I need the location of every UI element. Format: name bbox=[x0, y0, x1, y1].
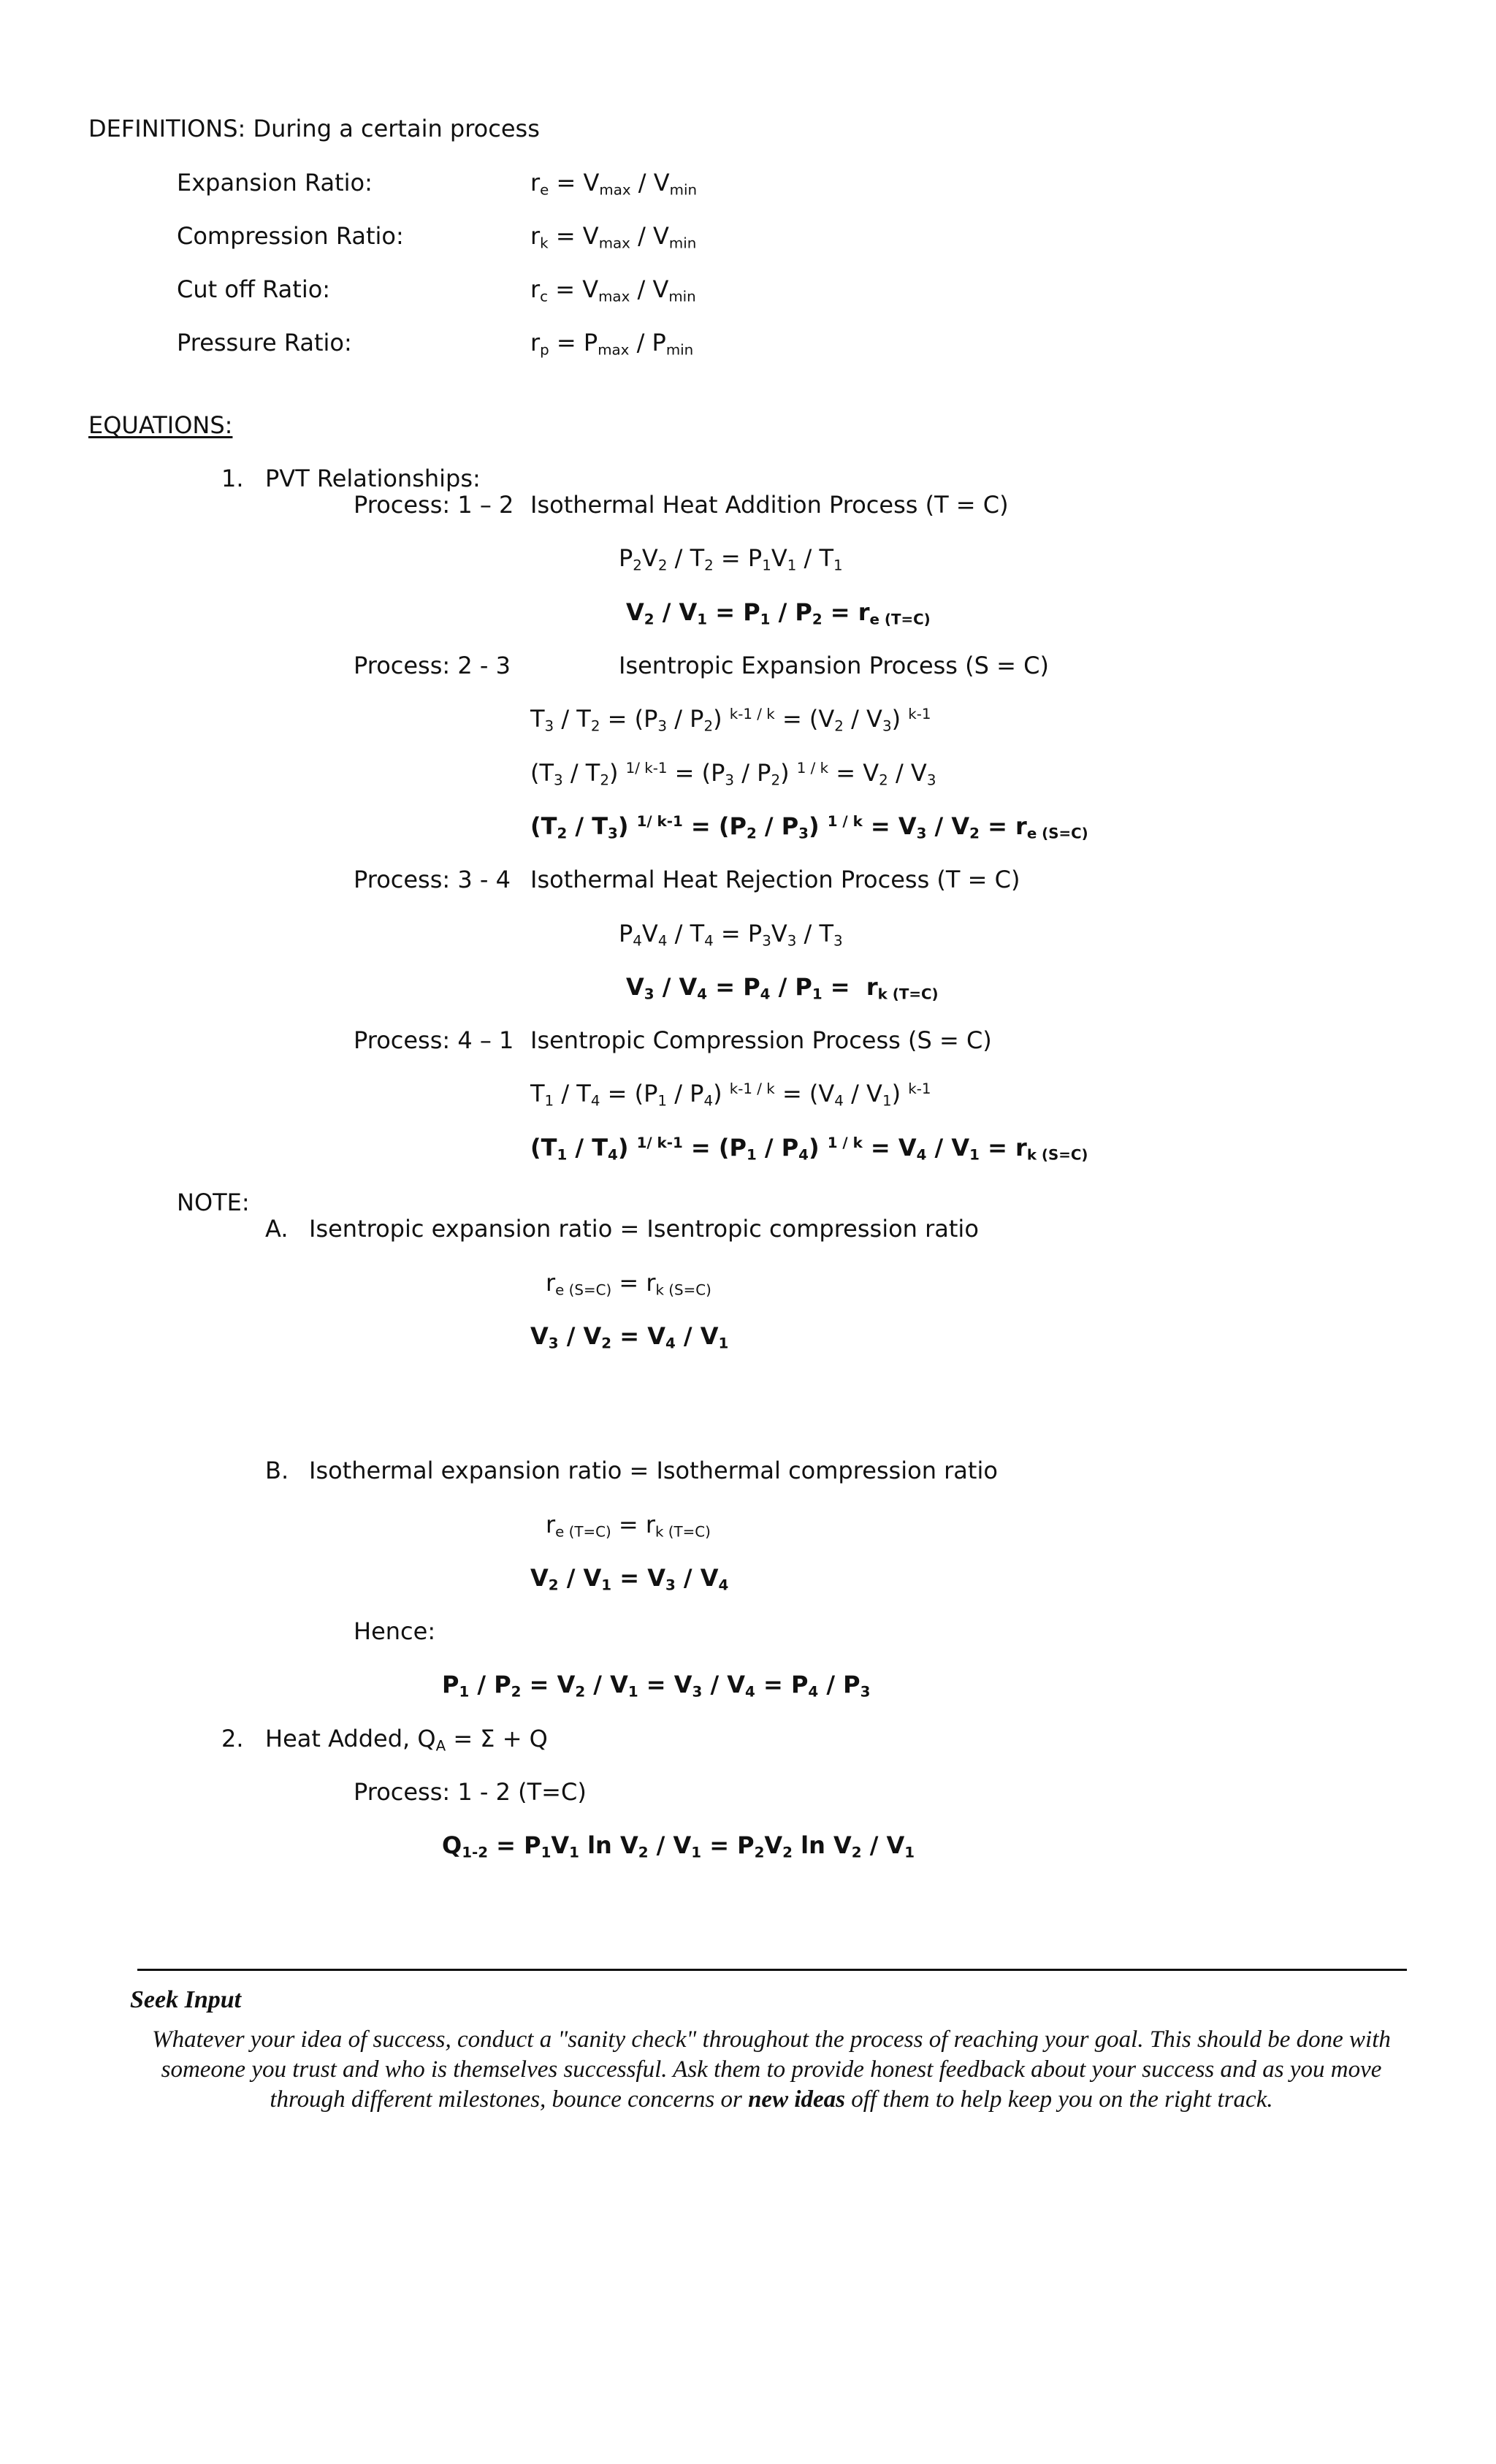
process-3-4-title: Isothermal Heat Rejection Process (T = C) bbox=[530, 866, 1020, 893]
process-4-1-label: Process: 4 – 1 bbox=[354, 1026, 514, 1054]
note-b-text: Isothermal expansion ratio = Isothermal compression ratio bbox=[309, 1457, 998, 1484]
process-2-3-eq-3: $(T_2 / T_3) ^{1/ k-1} = (P_2 / P_3) ^{1 / k} = V_3 / V_2 = r_{e (S=C)}$ bbox=[530, 812, 1088, 842]
cutoff-ratio-label: Cut off Ratio: bbox=[177, 275, 331, 303]
process-2-3-title: Isentropic Expansion Process (S = C) bbox=[619, 652, 1049, 679]
hence-equation: $P_1 / P_2 = V_2 / V_1 = V_3 / V_4 = P_4 / P_3$ bbox=[442, 1671, 871, 1701]
item-1-number: 1. bbox=[221, 465, 244, 492]
footer-divider bbox=[137, 1969, 1407, 1971]
equations-heading: EQUATIONS: bbox=[88, 411, 233, 439]
process-3-4-eq-2: $V_3 / V_4 = P_4 / P_1 = r_{k (T=C)}$ bbox=[626, 973, 939, 1003]
footer-emphasis: new ideas bbox=[748, 2086, 845, 2113]
heat-added-equation: $Q_{1-2} = P_1V_1$ $\ln V_2 / V_1 = P_2V_2$ $\ln V_2 / V_1$ bbox=[442, 1831, 915, 1861]
process-1-2-title: Isothermal Heat Addition Process (T = C) bbox=[530, 491, 1009, 519]
note-a-text: Isentropic expansion ratio = Isentropic compression ratio bbox=[309, 1215, 979, 1243]
definitions-heading: DEFINITIONS: During a certain process bbox=[88, 115, 540, 142]
expansion-ratio-formula: $r_e = V_{max} / V_{min}$ bbox=[530, 169, 698, 199]
process-4-1-eq-2: $(T_1 / T_4) ^{1/ k-1} = (P_1 / P_4) ^{1 / k} = V_4 / V_1 = r_{k (S=C)}$ bbox=[530, 1134, 1088, 1164]
pressure-ratio-label: Pressure Ratio: bbox=[177, 329, 352, 356]
note-a-marker: A. bbox=[265, 1215, 289, 1243]
note-b-eq-2: $V_2 / V_1 = V_3 / V_4$ bbox=[530, 1564, 729, 1594]
process-3-4-eq-1: $P_4V_4 / T_4 = P_3V_3 / T_3$ bbox=[619, 920, 843, 950]
process-2-3-eq-1: $T_3 / T_2 = (P_3 / P_2) ^{k-1 / k} = (V_2 / V_3)$ $^{k-1}$ bbox=[530, 705, 931, 735]
process-3-4-label: Process: 3 - 4 bbox=[354, 866, 511, 893]
compression-ratio-formula: $r_k = V_{max} / V_{min}$ bbox=[530, 222, 697, 252]
note-b-marker: B. bbox=[265, 1457, 289, 1484]
process-1-2-eq-1: $P_2V_2 / T_2 = P_1V_1 / T_1$ bbox=[619, 544, 843, 574]
process-4-1-title: Isentropic Compression Process (S = C) bbox=[530, 1026, 992, 1054]
pvt-relationships-title: PVT Relationships: bbox=[265, 465, 481, 492]
cutoff-ratio-formula: $r_c = V_{max} / V_{min}$ bbox=[530, 275, 696, 305]
heat-process-label: Process: 1 - 2 (T=C) bbox=[354, 1778, 587, 1806]
pressure-ratio-formula: $r_p = P_{max} / P_{min}$ bbox=[530, 329, 694, 359]
process-2-3-eq-2: $(T_3 / T_2) ^{1/ k-1} = (P_3 / P_2) ^{1 / k} = V_2 / V_3$ bbox=[530, 759, 936, 789]
process-1-2-eq-2: $V_2 / V_1 = P_1 / P_2 = r_{e (T=C)}$ bbox=[626, 598, 931, 628]
process-2-3-label: Process: 2 - 3 bbox=[354, 652, 511, 679]
expansion-ratio-label: Expansion Ratio: bbox=[177, 169, 373, 197]
footer-quote: Whatever your idea of success, conduct a "sanity check" throughout the process of reaching your goal. This should be done with someone you trust and who is themselves successful. Ask them to provide honest feedback about your success and as you move through different milestones, bounce concerns or new ideas off them to help keep you on the right track. bbox=[152, 2026, 1391, 2113]
process-1-2-label: Process: 1 – 2 bbox=[354, 491, 514, 519]
note-a-eq-1: $r_{e (S=C)} = r_{k (S=C)}$ bbox=[546, 1269, 711, 1299]
hence-label: Hence: bbox=[354, 1617, 436, 1645]
process-4-1-eq-1: $T_1 / T_4 = (P_1 / P_4) ^{k-1 / k} = (V_4 / V_1)$ $^{k-1}$ bbox=[530, 1080, 931, 1110]
footer-title: Seek Input bbox=[130, 1986, 242, 2013]
note-label: NOTE: bbox=[177, 1189, 250, 1216]
note-b-eq-1: $r_{e (T=C)} = r_{k (T=C)}$ bbox=[546, 1511, 711, 1541]
note-a-eq-2: $V_3 / V_2 = V_4 / V_1$ bbox=[530, 1322, 729, 1352]
heat-added-title: Heat Added, $Q_A = \Sigma + Q$ bbox=[265, 1725, 548, 1755]
item-2-number: 2. bbox=[221, 1725, 244, 1752]
compression-ratio-label: Compression Ratio: bbox=[177, 222, 404, 250]
